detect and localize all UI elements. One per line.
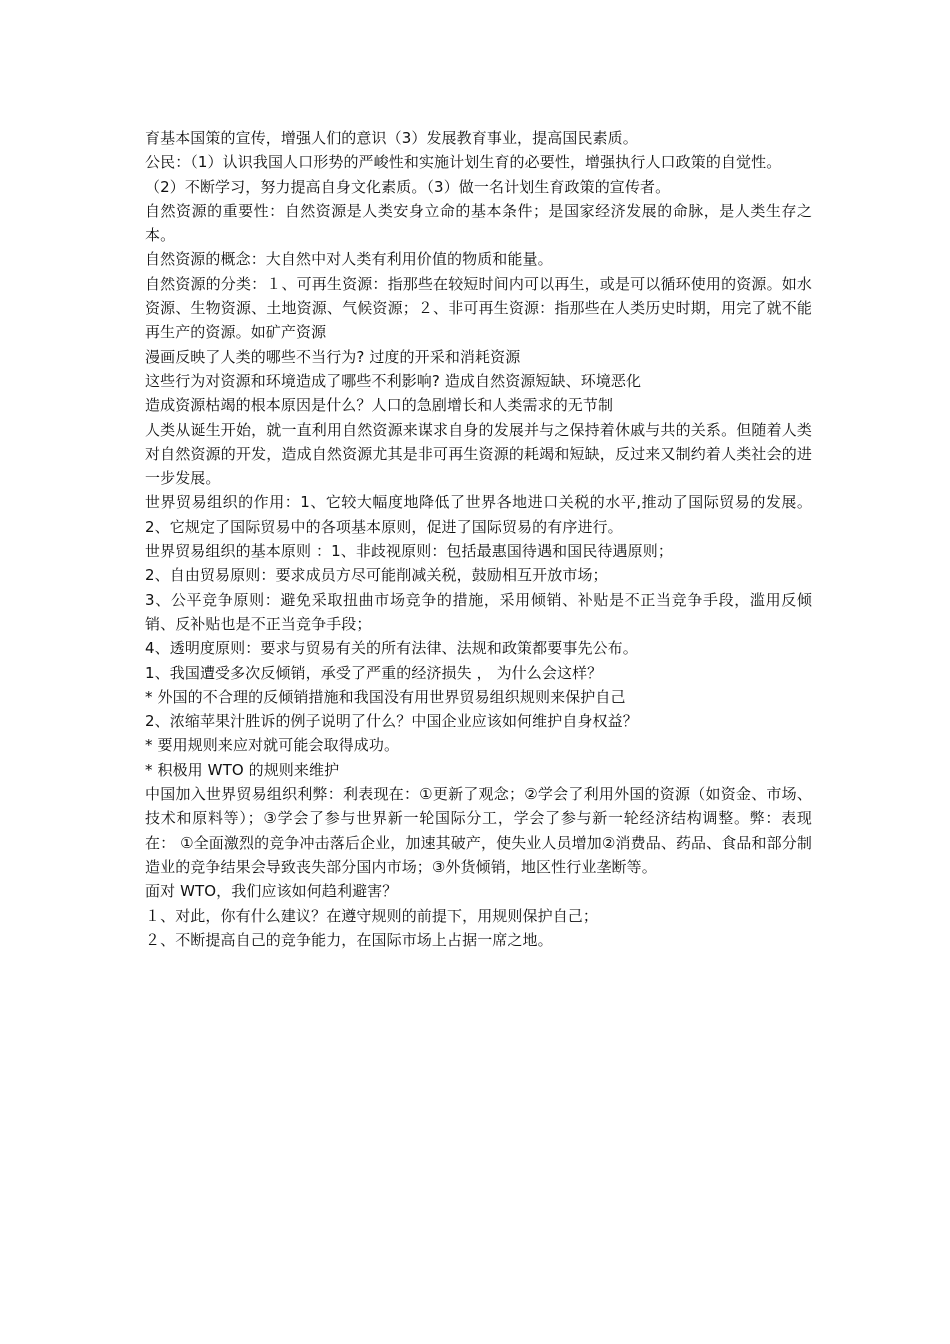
paragraph-antidumping-answer: * 外国的不合理的反倾销措施和我国没有用世界贸易组织规则来保护自己: [145, 687, 626, 706]
paragraph-wto-principle-3: 3、公平竞争原则：避免采取扭曲市场竞争的措施，采用倾销、补贴是不正当竞争手段，滥用反倾销、反补贴也是不正当竞争手段；: [145, 590, 812, 633]
paragraph-wto-role: 世界贸易组织的作用：1、它较大幅度地降低了世界各地进口关税的水平,推动了国际贸易的发展。2、它规定了国际贸易中的各项基本原则，促进了国际贸易的有序进行。: [145, 493, 812, 536]
paragraph-wto-strategy-2: ２、不断提高自己的竞争能力，在国际市场上占据一席之地。: [145, 930, 553, 949]
paragraph-wto-principle-1: 世界贸易组织的基本原则 ：1、非歧视原则：包括最惠国待遇和国民待遇原则；: [145, 542, 673, 561]
paragraph-apple-juice-answer-1: * 要用规则来应对就可能会取得成功。: [145, 736, 400, 755]
paragraph-resource-classification: 自然资源的分类：１、可再生资源：指那些在较短时间内可以再生，或是可以循环使用的资源。如水资源、生物资源、土地资源、气候资源；２、非可再生资源：指那些在人类历史时期，用完了就不能再生产的资源。如矿产资源: [145, 274, 812, 342]
paragraph-wto-strategy-1: １、对此，你有什么建议？在遵守规则的前提下，用规则保护自己；: [145, 906, 599, 925]
paragraph-resource-importance: 自然资源的重要性：自然资源是人类安身立命的基本条件；是国家经济发展的命脉，是人类生存之本。: [145, 201, 812, 245]
paragraph-antidumping-question: 1、我国遭受多次反倾销，承受了严重的经济损失 ， 为什么会这样？: [145, 663, 603, 682]
paragraph-wto-pros-cons: 中国加入世界贸易组织利弊：利表现在：①更新了观念；②学会了利用外国的资源（如资金、市场、技术和原料等）；③学会了参与世界新一轮国际分工，学会了参与新一轮经济结构调整。弊：表现在： ①全面激烈的竞争冲击落后企业，加速其破产，使失业人员增加②消费品、药品、食品和部分制造业的竞争结果会导致丧失部分国内市场；③外货倾销，地区性行业垄断等。: [145, 785, 812, 876]
paragraph-resource-concept: 自然资源的概念：大自然中对人类有利用价值的物质和能量。: [145, 250, 553, 269]
paragraph-population-policy-tail: 育基本国策的宣传，增强人们的意识（3）发展教育事业，提高国民素质。: [145, 129, 638, 147]
paragraph-apple-juice-answer-2: * 积极用 WTO 的规则来维护: [145, 760, 340, 779]
paragraph-cartoon-question-2: 这些行为对资源和环境造成了哪些不利影响? 造成自然资源短缺、环境恶化: [145, 371, 642, 390]
paragraph-wto-strategy-question: 面对 WTO，我们应该如何趋利避害？: [145, 882, 398, 901]
paragraph-human-resource-relation: 人类从诞生开始，就一直利用自然资源来谋求自身的发展并与之保持着休戚与共的关系。但随着人类对自然资源的开发，造成自然资源尤其是非可再生资源的耗竭和短缺，反过来又制约着人类社会的进一步发展。: [145, 420, 812, 488]
paragraph-wto-principle-4: 4、透明度原则：要求与贸易有关的所有法律、法规和政策都要事先公布。: [145, 639, 638, 658]
paragraph-cartoon-question-1: 漫画反映了人类的哪些不当行为? 过度的开采和消耗资源: [145, 347, 521, 366]
paragraph-wto-principle-2: 2、自由贸易原则：要求成员方尽可能削减关税，鼓励相互开放市场；: [145, 566, 608, 585]
paragraph-citizen-duty-1: 公民：（1）认识我国人口形势的严峻性和实施计划生育的必要性，增强执行人口政策的自觉性。: [145, 153, 782, 172]
paragraph-citizen-duty-2: （2）不断学习，努力提高自身文化素质。（3）做一名计划生育政策的宣传者。: [145, 177, 671, 196]
paragraph-apple-juice-question: 2、浓缩苹果汁胜诉的例子说明了什么？中国企业应该如何维护自身权益？: [145, 712, 638, 731]
paragraph-cartoon-question-3: 造成资源枯竭的根本原因是什么？人口的急剧增长和人类需求的无节制: [145, 396, 614, 415]
document-page: [145, 126, 812, 952]
